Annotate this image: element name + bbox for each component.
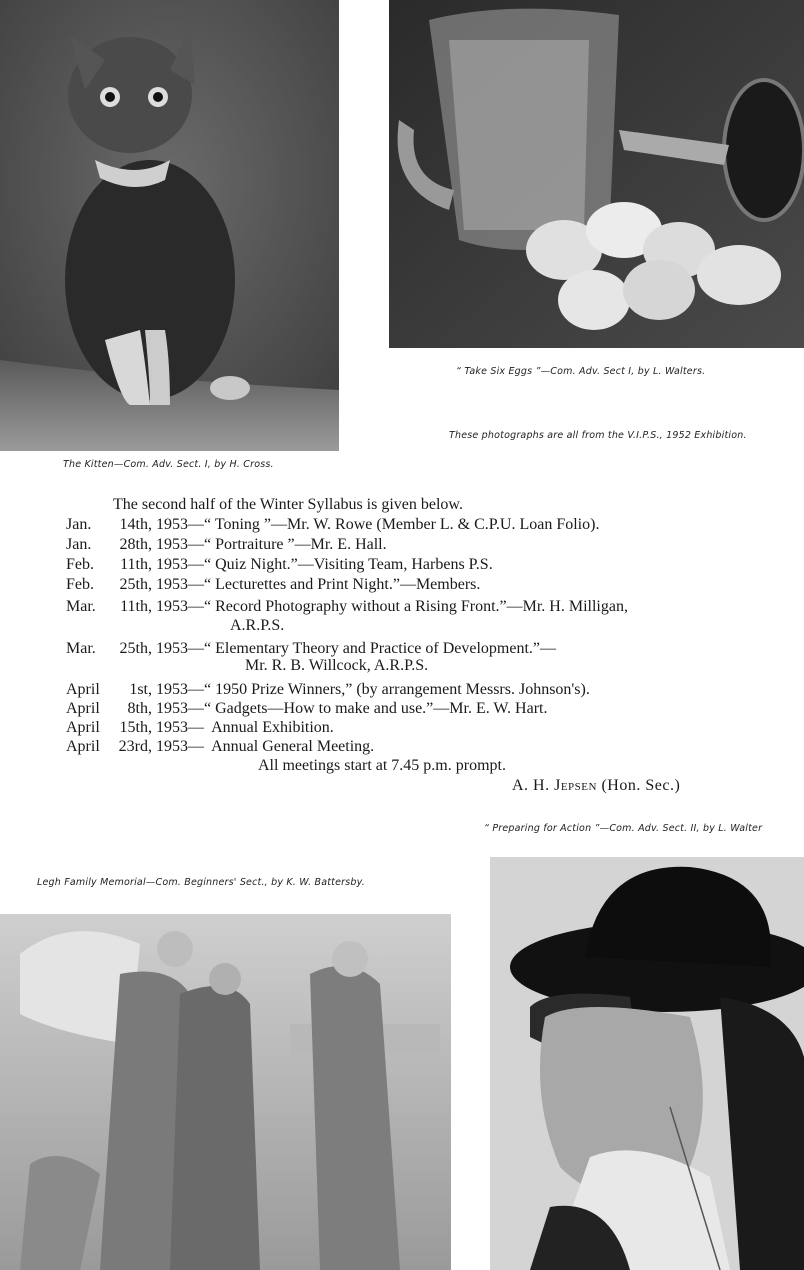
entry-title: “ 1950 Prize Winners,” (by arrangement Messrs. Johnson's). [204, 681, 590, 698]
syllabus-entry [66, 681, 590, 699]
kitten-photo [0, 0, 339, 451]
entry-day: 25th, [119, 576, 152, 593]
memorial-photo [0, 914, 451, 1270]
entry-year: 1953— [156, 516, 204, 533]
entry-month: April [66, 738, 100, 755]
signature [512, 777, 680, 795]
syllabus-entry [66, 516, 599, 534]
syllabus-entry [66, 598, 628, 616]
syllabus-entry [66, 536, 387, 554]
syllabus-entry [66, 700, 547, 718]
boy-caption: “ Preparing for Action ”—Com. Adv. Sect. II, by L. Walter [484, 823, 763, 834]
signature-role: (Hon. Sec.) [601, 777, 681, 794]
syllabus-entry [66, 719, 334, 737]
entry-title: Annual General Meeting. [204, 738, 375, 755]
syllabus-entry [66, 738, 374, 756]
entry-year: 1953— [156, 536, 204, 553]
entry-day: 25th, [119, 640, 152, 657]
syllabus-intro: The second half of the Winter Syllabus is given below. [113, 496, 463, 513]
entry-year: 1953— [156, 576, 204, 593]
entry-month: Feb. [66, 576, 94, 593]
entry-day: 11th, [120, 556, 152, 573]
entry-title: “ Quiz Night.”—Visiting Team, Harbens P.S. [204, 556, 493, 573]
kitten-caption: The Kitten—Com. Adv. Sect. I, by H. Cross. [63, 459, 274, 470]
entry-year: 1953— [156, 598, 204, 615]
eggs-photo [389, 0, 804, 348]
entry-year: 1953— [156, 700, 204, 717]
entry-year: 1953— [156, 719, 204, 736]
entry-month: Jan. [66, 536, 92, 553]
entry-month: Jan. [66, 516, 92, 533]
entry-year: 1953— [156, 640, 204, 657]
entry-day: 8th, [127, 700, 152, 717]
boy-photo [490, 857, 804, 1270]
entry-month: Mar. [66, 598, 96, 615]
entry-day: 11th, [120, 598, 152, 615]
syllabus-entry [66, 556, 493, 574]
eggs-image [389, 0, 804, 348]
entry-title: “ Toning ”—Mr. W. Rowe (Member L. & C.P.U. Loan Folio). [204, 516, 600, 533]
entry-day: 1st, [129, 681, 152, 698]
exhibition-note: These photographs are all from the V.I.P.S., 1952 Exhibition. [449, 430, 747, 441]
meetings-note: All meetings start at 7.45 p.m. prompt. [258, 757, 506, 774]
entry-day: 28th, [119, 536, 152, 553]
kitten-image [0, 0, 339, 451]
memorial-image [0, 914, 451, 1270]
entry-day: 15th, [119, 719, 152, 736]
entry-month: Feb. [66, 556, 94, 573]
memorial-caption: Legh Family Memorial—Com. Beginners' Sect., by K. W. Battersby. [37, 877, 365, 888]
signature-surname: Jepsen [554, 777, 597, 794]
entry-year: 1953— [156, 556, 204, 573]
entry-title: “ Lecturettes and Print Night.”—Members. [204, 576, 481, 593]
syllabus-entry [66, 576, 480, 594]
eggs-caption: “ Take Six Eggs ”—Com. Adv. Sect I, by L. Walters. [456, 366, 706, 377]
entry-title: “ Elementary Theory and Practice of Development.”— [204, 640, 557, 657]
entry-day: 23rd, [118, 738, 152, 755]
entry-year: 1953— [156, 738, 204, 755]
entry-day: 14th, [119, 516, 152, 533]
entry-month: April [66, 700, 100, 717]
entry-month: April [66, 681, 100, 698]
entry-year: 1953— [156, 681, 204, 698]
entry-title: “ Gadgets—How to make and use.”—Mr. E. W. Hart. [204, 700, 548, 717]
boy-image [490, 857, 804, 1270]
entry-title: “ Record Photography without a Rising Front.”—Mr. H. Milligan, [204, 598, 628, 615]
entry-month: April [66, 719, 100, 736]
entry-continuation: Mr. R. B. Willcock, A.R.P.S. [245, 657, 429, 674]
entry-continuation: A.R.P.S. [230, 617, 285, 634]
syllabus-entry [66, 640, 556, 658]
entry-month: Mar. [66, 640, 96, 657]
entry-title: “ Portraiture ”—Mr. E. Hall. [204, 536, 387, 553]
signature-initials: A. H. [512, 777, 550, 794]
entry-title: Annual Exhibition. [204, 719, 334, 736]
